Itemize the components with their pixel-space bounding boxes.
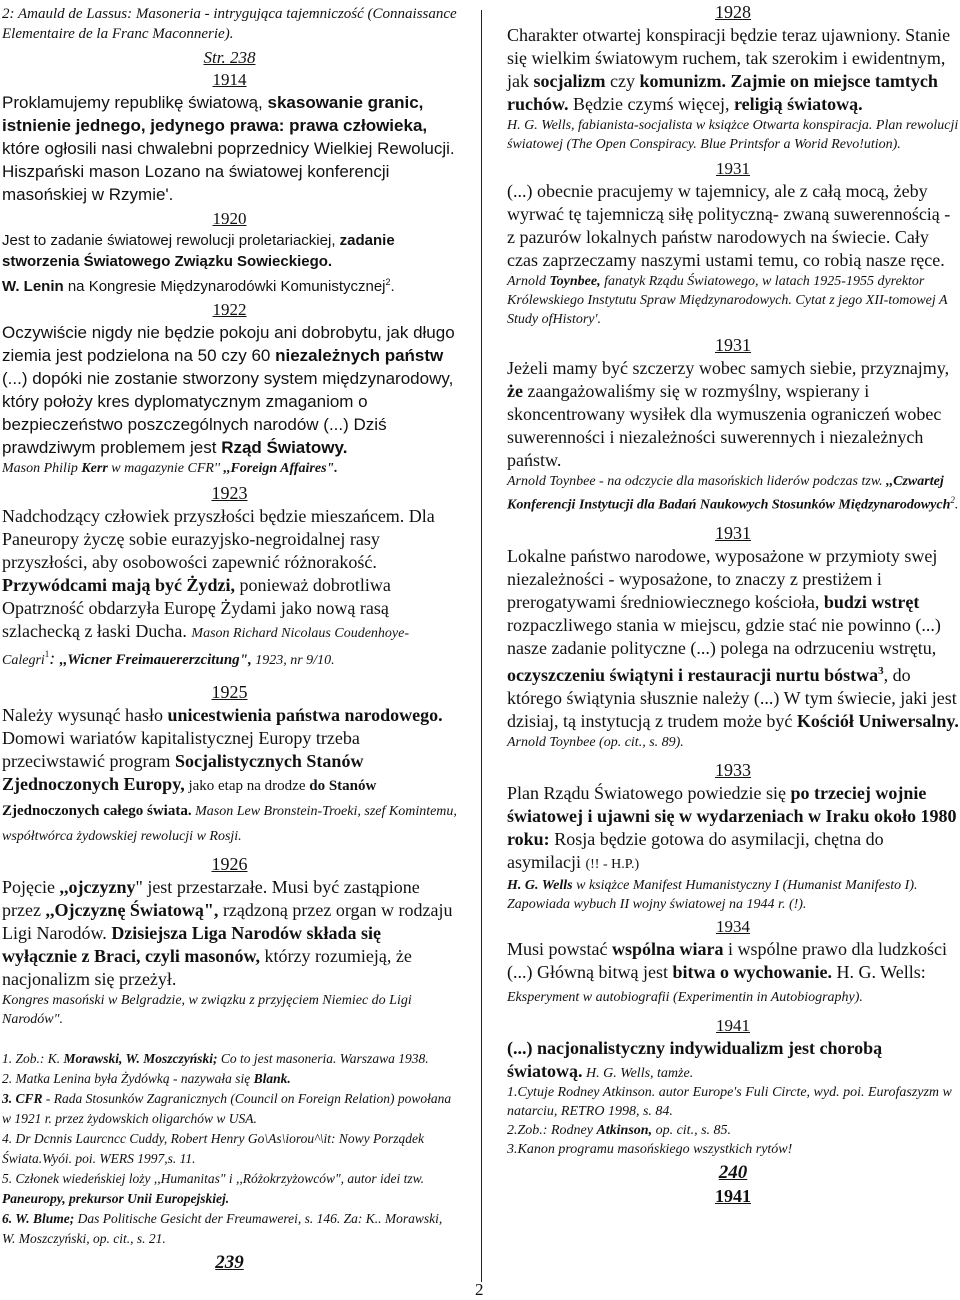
quote-1922: Oczywiście nigdy nie będzie pokoju ani dobrobytu, jak długo ziemia jest podzielona na 50 czy 60 niezależnych państw (...) dopóki nie zostanie stworzony system międzynarodowy, który położy kres dyplomatycznym zmaganiom o bezpieczeństwo poszczególnych narodów (...) Dziś prawdziwym problemem jest Rząd Światowy. <box>2 323 455 457</box>
year-heading-1934: 1934 <box>716 916 750 936</box>
quote-1920: Jest to zadanie światowej rewolucji proletariackiej, zadanie stworzenia Światowego Związku Sowieckiego. W. Lenin na Kongresie Międzynarodówki Komunistycznej$^2$. <box>2 232 395 295</box>
right-column <box>507 0 959 1207</box>
footnote-5: 5. Członek wiedeńskiej loży ,,Humanitas" i ,,Różokrzyżowców", autor idei tzw. Paneuropy, prekursor Unii Europejskiej. <box>2 1171 425 1206</box>
attribution-1928: H. G. Wells, fabianista-socjalista w książce Otwarta konspiracja. Plan rewolucji światowej (The Open Conspiracy. Blue Printsfor a Worid Revo!ution). <box>507 118 959 152</box>
year-heading-1928: 1928 <box>715 2 751 22</box>
footnote-r1: 1.Cytuje Rodney Atkinson. autor Europe's Fuli Circte, wyd. poi. Eurofaszyzm w natarciu, RETRO 1998, s. 84. <box>507 1084 952 1119</box>
quote-1941: (...) nacjonalistyczny indywidualizm jest chorobą światową. H. G. Wells, tamże. <box>507 1037 883 1081</box>
quote-1926: Pojęcie ,,ojczyzny" jest przestarzałe. Musi być zastąpione przez ,,Ojczyznę Światową", rządzoną przez organ w rodzaju Ligi Narodów. Dzisiejsza Liga Narodów składa się wyłącznie z Braci, czyli masonów, którzy rozumieją, że nacjonalizm się przeżył. <box>2 877 453 989</box>
year-heading-1941: 1941 <box>716 1015 750 1035</box>
attribution-1931-a: Arnold Toynbee, fanatyk Rządu Światowego, w latach 1925-1955 dyrektor Królewskiego Instytutu Spraw Międzynarodowych. Cytat z jego XII-tomowej A Study ofHistory'. <box>507 274 948 327</box>
quote-1925: Należy wysunąć hasło unicestwienia państwa narodowego. Domowi wariatów kapitalistycznej Europy trzeba przeciwstawić program Socjalistycznych Stanów Zjednoczonych Europy, jako etap na drodze do Stanów Zjednoczonych całego świata. Mason Lew Bronstein-Troeki, szef Komintemu, współtwórca żydowskiej rewolucji w Rosji. <box>2 705 457 844</box>
quote-1931-c: Lokalne państwo narodowe, wyposażone w przymioty swej niezależności - wyposażone, to znaczy z prestiżem i prerogatywami średniowiecznego kościoła, budzi wstręt rozpaczliwego stania w miejscu, gdzie stać nie powinno (...) nasze zadanie polityczne (...) polega na odrzuceniu wstrętu, oczyszczeniu świątyni i restauracji nurtu bóstwa$^3$, do którego świątynia słusznie należy (...) W tym świecie, jaki jest dzisiaj, tą instytucją z trudem może być Kościół Uniwersalny. <box>507 545 959 731</box>
footnote-1: 1. Zob.: K. Morawski, W. Moszczyński; Co to jest masoneria. Warszawa 1938. <box>2 1051 429 1066</box>
year-heading-1914: 1914 <box>212 70 247 89</box>
year-heading-1923: 1923 <box>211 483 248 503</box>
footnote-6: 6. W. Blume; Das Politische Gesicht der Freumawerei, s. 146. Za: K.. Morawski, W. Moszczyński, op. cit., s. 21. <box>2 1211 443 1246</box>
source-note: 2: Amauld de Lassus: Masoneria - intrygująca tajemniczość (Connaissance Elementaire de la Franc Maconnerie). <box>2 6 457 42</box>
year-heading-1925: 1925 <box>211 682 248 702</box>
page-reference-240: 240 <box>718 1161 748 1183</box>
year-heading-1922: 1922 <box>212 300 247 319</box>
attribution-1926: Kongres masoński w Belgradzie, w związku z przyjęciem Niemiec do Ligi Narodów". <box>2 993 412 1027</box>
quote-1931-a: (...) obecnie pracujemy w tajemnicy, ale z całą mocą, żeby wyrwać tę tajemniczą siłę polityczną- zwaną suwerennością - z pazurów lokalnych państw narodowych na świecie. Cały czas zaprzeczamy naszymi ustami temu, co robią nasze ręce. <box>507 181 951 270</box>
quote-1933: Plan Rządu Światowego powiedzie się po trzeciej wojnie światowej i ujawni się w wydarzeniach w Iraku około 1980 roku: Rosja będzie gotowa do asymilacji, chętna do asymilacji (!! - H.P.) <box>507 782 957 872</box>
footnote-2: 2. Matka Lenina była Żydówką - nazywała się Blank. <box>2 1071 291 1086</box>
attribution-1933: H. G. Wells w książce Manifest Humanistyczny I (Humanist Manifesto I). Zapowiada wybuch II wojny światowej na 1944 r. (!). <box>507 877 918 912</box>
year-heading-1941-bottom: 1941 <box>715 1185 751 1206</box>
quote-1934: Musi powstać wspólna wiara i wspólne prawo dla ludzkości (...) Główną bitwą jest bitwa o wychowanie. H. G. Wells: Eksperyment w autobiografii (Experimentin in Autobiography). <box>507 938 947 1005</box>
year-heading-1931-c: 1931 <box>715 522 751 543</box>
quote-1931-b: Jeżeli mamy być szczerzy wobec samych siebie, przyznajmy, że zaangażowaliśmy się w rozmyślny, wspierany i skoncentrowany wysiłek dla wymuszenia ograniczeń wobec suwerenności i niezależności suwerennych i niezależnych państw. <box>507 358 950 470</box>
footnotes-right <box>507 1083 959 1159</box>
year-heading-1933: 1933 <box>715 759 751 780</box>
year-heading-1931-a: 1931 <box>716 159 750 178</box>
left-column <box>2 0 457 1275</box>
page-reference-239: 239 <box>215 1252 244 1273</box>
quote-1923: Nadchodzący człowiek przyszłości będzie mieszańcem. Dla Paneuropy życzę sobie eurazyjsko-negroidalnej rasy przyszłości, aby osobowości zapewnić różnorakość. Przywódcami mają być Żydzi, ponieważ dobrotliwa Opatrzność obdarzyła Europę Żydami jako nową rasą szlachecką z łaski Ducha. Mason Richard Nicolaus Coudenhoye-Calegri$^1$: ,,Wicner Freimauererzcitung", 1923, nr 9/10. <box>2 506 435 668</box>
footnote-4: 4. Dr Dcnnis Laurcncc Cuddy, Robert Henry Go\As\iorou^\it: Nowy Porządek Świata.Wyói. poi. WERS 1997,s. 11. <box>2 1131 425 1166</box>
footnote-3: 3. CFR - Rada Stosunków Zagranicznych (Council on Foreign Relation) powołana w 1921 r. przez żydowskich oligarchów w USA. <box>2 1091 452 1126</box>
year-heading-1926: 1926 <box>211 854 248 874</box>
year-heading-1931-b: 1931 <box>715 335 751 355</box>
footnotes-left <box>2 1049 457 1249</box>
column-divider <box>481 10 482 1282</box>
page-number: 2 <box>475 1280 484 1299</box>
quote-1928: Charakter otwartej konspiracji będzie teraz ujawniony. Stanie się wielkim światowym ruchem, tak szerokim i ewidentnym, jak socjalizm czy komunizm. Zajmie on miejsce tamtych ruchów. Będzie czymś więcej, religią światową. <box>507 25 951 114</box>
attribution-1922: Mason Philip Kerr w magazynie CFR'' ,,Foreign Affaires". <box>2 461 338 476</box>
attribution-1931-b: Arnold Toynbee - na odczycie dla masońskich liderów podczas tzw. ,,Czwartej Konferencji Instytucji dla Badań Naukowych Stosunków Międzynarodowych$^2$. <box>507 474 959 513</box>
footnote-r2: 2.Zob.: Rodney Atkinson, op. cit., s. 85. <box>507 1122 732 1138</box>
footnote-r3: 3.Kanon programu masońskiego wszystkich rytów! <box>507 1141 793 1157</box>
attribution-1931-c: Arnold Toynbee (op. cit., s. 89). <box>507 734 684 750</box>
year-heading-1920: 1920 <box>212 209 247 228</box>
page-reference: Str. 238 <box>203 48 256 67</box>
quote-1914: Proklamujemy republikę światową, skasowanie granic, istnienie jednego, jedynego prawa: prawa człowieka, które ogłosili nasi chwalebni poprzednicy Wielkiej Rewolucji. Hiszpański mason Lozano na światowej konferencji masońskiej w Rzymie'. <box>2 93 455 204</box>
